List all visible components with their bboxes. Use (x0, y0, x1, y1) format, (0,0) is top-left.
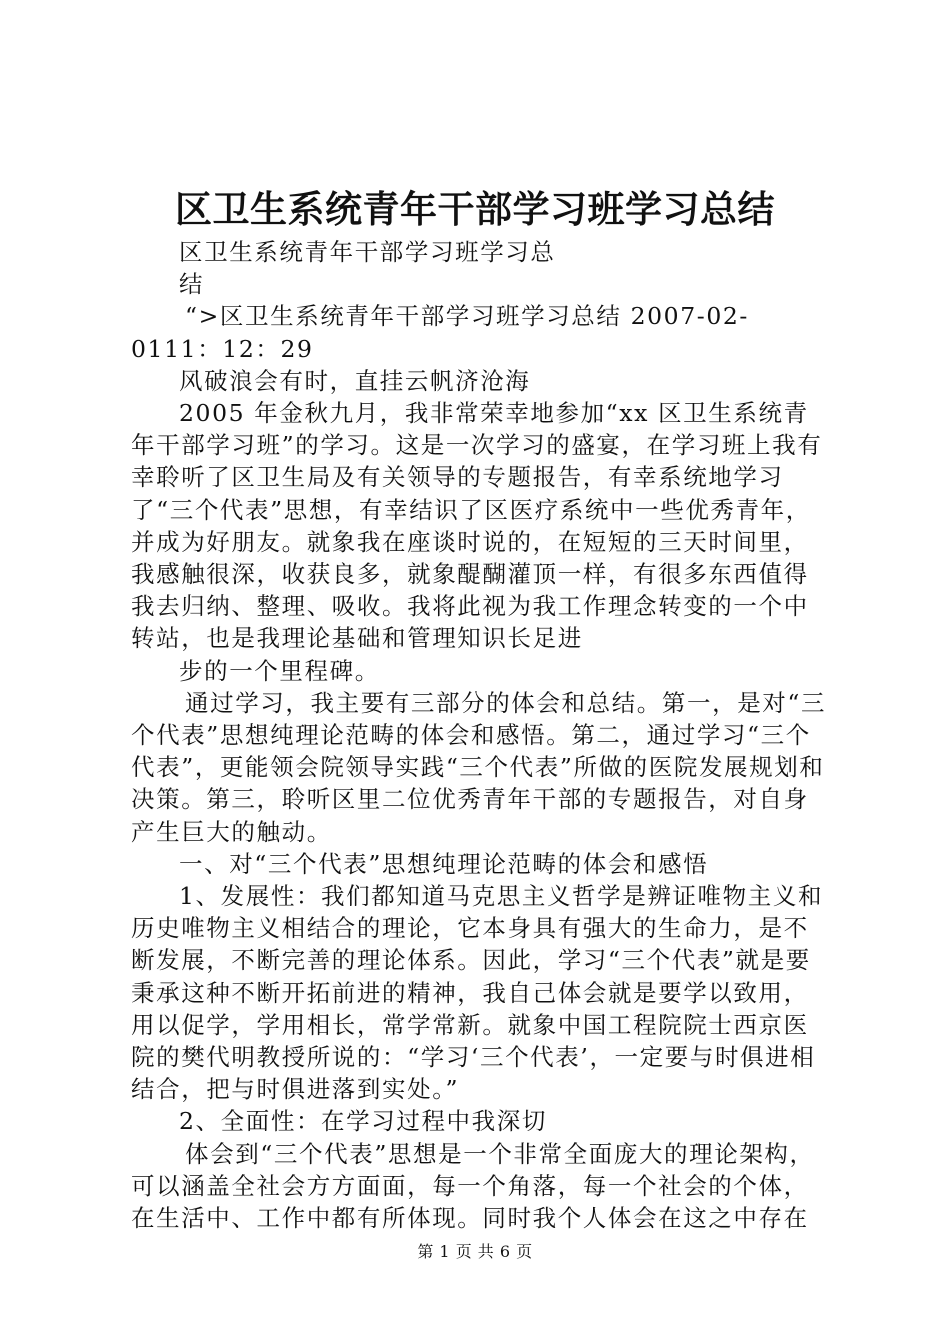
page-number-footer: 第 1 页 共 6 页 (417, 1242, 533, 1261)
document-body (131, 236, 831, 1234)
paragraph: “>区卫生系统青年干部学习班学习总结 2007-02-0111：12：29 (131, 302, 749, 363)
paragraph: 风破浪会有时，直挂云帆济沧海 (179, 366, 531, 395)
paragraph: 1、发展性：我们都知道马克思主义哲学是辨证唯物主义和历史唯物主义相结合的理论，它本身具有强大的生命力，是不断发展，不断完善的理论体系。因此，学习“三个代表”就是要秉承这种不断开拓前进的精神，我自己体会就是要学以致用，用以促学，学用相长，常学常新。就象中国工程院院士西京医院的樊代明教授所说的：“学习‘三个代表’，一定要与时俱进相结合，把与时俱进落到实处。” (131, 882, 824, 1104)
paragraph: 结 (179, 270, 205, 299)
paragraph: 步的一个里程碑。 (179, 656, 380, 685)
document-title: 区卫生系统青年干部学习班学习总结 (175, 187, 775, 231)
paragraph: 2、全面性：在学习过程中我深切 (179, 1107, 547, 1136)
paragraph: 2005 年金秋九月，我非常荣幸地参加“xx 区卫生系统青年干部学习班”的学习。这是一次学习的盛宴，在学习班上我有幸聆听了区卫生局及有关领导的专题报告，有幸系统地学习了“三个代表”思想，有幸结识了区医疗系统中一些优秀青年，并成为好朋友。就象我在座谈时说的，在短短的三天时间里，我感触很深，收获良多，就象醍醐灌顶一样，有很多东西值得我去归纳、整理、吸收。我将此视为我工作理念转变的一个中转站，也是我理论基础和管理知识长足进 (131, 399, 823, 653)
paragraph: 体会到“三个代表”思想是一个非常全面庞大的理论架构，可以涵盖全社会方方面面，每一个角落，每一个社会的个体，在生活中、工作中都有所体现。同时我个人体会在这之中存在 (131, 1139, 815, 1233)
paragraph: 通过学习，我主要有三部分的体会和总结。第一，是对“三个代表”思想纯理论范畴的体会和感悟。第二，通过学习“三个代表”，更能领会院领导实践“三个代表”所做的医院发展规划和决策。第三，聆听区里二位优秀青年干部的专题报告，对自身产生巨大的触动。 (131, 688, 827, 846)
paragraph: 区卫生系统青年干部学习班学习总 (179, 238, 556, 266)
section-heading: 一、对“三个代表”思想纯理论范畴的体会和感悟 (179, 849, 709, 878)
